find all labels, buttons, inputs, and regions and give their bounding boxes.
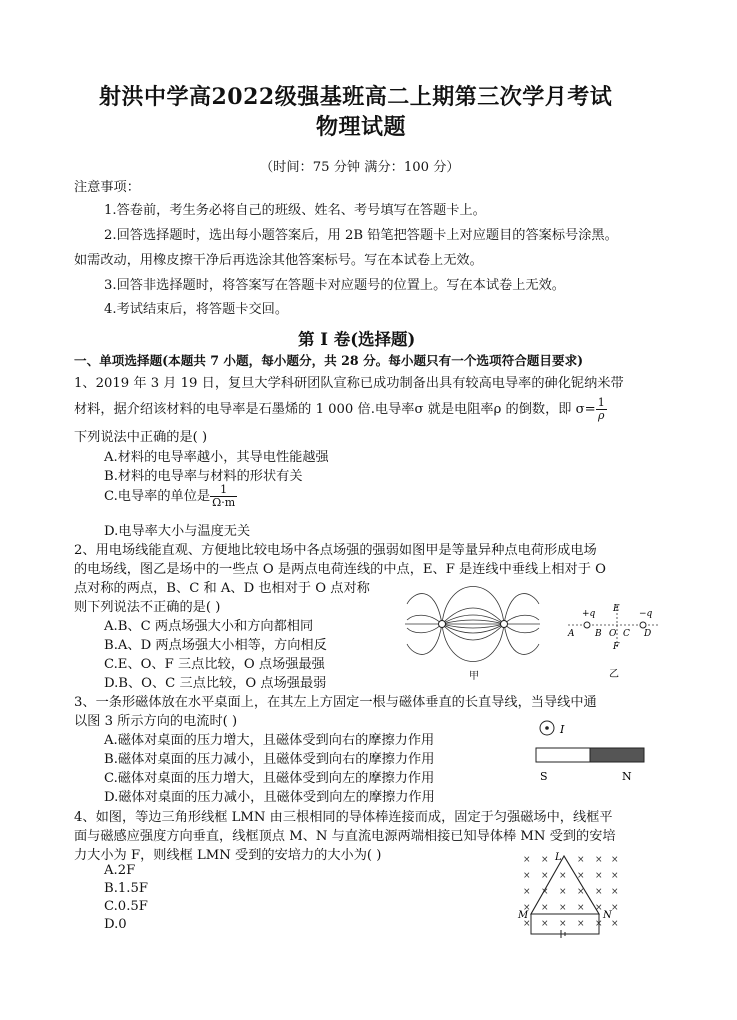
q3-option-b: B.磁体对桌面的压力减小，且磁体受到向右的摩擦力作用 [104, 752, 435, 767]
q3-line1: 3、一条形磁体放在水平桌面上，在其左上方固定一根与磁体垂直的长直导线，当导线中通 [74, 695, 597, 710]
q1-unit-fraction: $\frac{1}{\Omega\cdot m}$ [212, 483, 236, 509]
field-cross-icon: × [595, 903, 603, 913]
fig-jia-label: 甲 [469, 671, 479, 682]
points-figure [560, 600, 670, 680]
field-cross-icon: × [523, 871, 531, 881]
field-lines-figure [405, 582, 540, 682]
q4-option-c: C.0.5F [104, 899, 148, 914]
note-1: 1.答卷前，考生务必将自己的班级、姓名、考号填写在答题卡上。 [104, 203, 486, 218]
label-minus-q: −q [639, 609, 653, 619]
part1-heading: 一、单项选择题(本题共 7 小题，每小题分，共 28 分。每小题只有一个选项符合题目要求) [74, 353, 584, 368]
note-3: 3.回答非选择题时，将答案写在答题卡对应题号的位置上。写在本试卷上无效。 [104, 278, 565, 293]
q1-fraction: $\frac{1}{\rho}$ [597, 396, 605, 422]
q4-option-a: A.2F [104, 863, 136, 878]
label-s: S [540, 770, 548, 783]
field-cross-icon: × [595, 887, 603, 897]
label-a: A [568, 629, 575, 639]
q2-line3: 点对称的两点，B、C 和 A、D 也相对于 O 点对称 [74, 581, 370, 596]
note-4: 4.考试结束后，将答题卡交回。 [104, 302, 289, 317]
label-c: C [623, 629, 630, 639]
field-cross-icon: × [595, 919, 603, 929]
q3-line2: 以图 3 所示方向的电流时( ) [74, 714, 238, 729]
q1-option-c: C.电导率的单位是 $\frac{1}{\Omega\cdot m}$ [104, 483, 236, 509]
field-cross-icon: × [541, 871, 549, 881]
q2-option-a: A.B、C 两点场强大小和方向都相同 [104, 619, 314, 634]
label-o: O [609, 629, 617, 639]
notes-heading: 注意事项： [74, 180, 140, 195]
q4-line2: 面与磁感应强度方向垂直，线框顶点 M、N 与直流电源两端相接已知导体棒 MN 受到的安培 [74, 829, 616, 844]
magnet-s-pole [536, 748, 590, 762]
label-l: L [555, 852, 562, 863]
field-cross-icon: × [541, 887, 549, 897]
label-e: E [613, 604, 620, 614]
field-cross-icon: × [611, 855, 619, 865]
label-f: F [613, 642, 620, 652]
q4-option-d: D.0 [104, 917, 127, 932]
note-2b: 如需改动，用橡皮擦干净后再选涂其他答案标号。写在本试卷上无效。 [74, 253, 483, 268]
field-cross-icon: × [577, 887, 585, 897]
field-cross-icon: × [559, 919, 567, 929]
field-cross-icon: × [577, 903, 585, 913]
field-cross-icon: × [577, 855, 585, 865]
field-cross-icon: × [541, 903, 549, 913]
field-cross-icon: × [523, 903, 531, 913]
section-title: 第 I 卷(选择题) [298, 330, 416, 349]
label-current-i: I [560, 723, 565, 736]
fig-yi-label: 乙 [609, 669, 619, 680]
label-d: D [644, 629, 652, 639]
field-cross-icon: × [595, 855, 603, 865]
q3-option-d: D.磁体对桌面的压力减小，且磁体受到向左的摩擦力作用 [104, 790, 435, 805]
q2-option-c: C.E、O、F 三点比较，O 点场强最强 [104, 657, 325, 672]
field-cross-icon: × [559, 903, 567, 913]
q1-option-d: D.电导率大小与温度无关 [104, 524, 251, 539]
field-cross-icon: × [523, 919, 531, 929]
q1-line2: 材料，据介绍该材料的电导率是石墨烯的 1 000 倍.电导率σ 就是电阻率ρ 的倒数，即 σ= $\frac{1}{\rho}$ [74, 396, 605, 422]
q2-line4: 则下列说法不正确的是( ) [74, 600, 221, 615]
q4-option-b: B.1.5F [104, 881, 149, 896]
label-m: M [518, 910, 529, 921]
q1-line3: 下列说法中正确的是( ) [74, 430, 208, 445]
field-cross-icon: × [577, 919, 585, 929]
q2-option-b: B.A、D 两点场强大小相等，方向相反 [104, 638, 327, 653]
time-info: （时间：75 分钟 满分：100 分） [260, 160, 460, 175]
field-cross-icon: × [611, 871, 619, 881]
q1-line1: 1、2019 年 3 月 19 日，复旦大学科研团队宣称已成功制备出具有较高电导率的砷化铌纳米带 [74, 376, 624, 391]
magnet-n-pole [590, 748, 644, 762]
q1-option-b: B.材料的电导率与材料的形状有关 [104, 469, 303, 484]
label-n: N [603, 910, 612, 921]
q2-option-d: D.B、O、C 三点比较，O 点场强最弱 [104, 676, 327, 691]
magnet-figure [530, 716, 650, 784]
triangle-frame-figure [515, 848, 620, 943]
q1-option-a: A.材料的电导率越小，其导电性能越强 [104, 450, 329, 465]
q2-line1: 2、用电场线能直观、方便地比较电场中各点场强的强弱如图甲是等量异种点电荷形成电场 [74, 543, 597, 558]
field-cross-icon: × [559, 887, 567, 897]
label-n: N [622, 770, 632, 783]
q3-option-a: A.磁体对桌面的压力增大，且磁体受到向右的摩擦力作用 [104, 733, 435, 748]
field-cross-icon: × [611, 919, 619, 929]
q4-line1: 4、如图，等边三角形线框 LMN 由三根相同的导体棒连接而成，固定于匀强磁场中，线框平 [74, 810, 613, 825]
field-cross-icon: × [611, 887, 619, 897]
note-2a: 2.回答选择题时，选出每小题答案后，用 2B 铅笔把答题卡上对应题目的答案标号涂黑。 [104, 228, 618, 243]
field-cross-icon: × [523, 855, 531, 865]
q3-option-c: C.磁体对桌面的压力增大，且磁体受到向左的摩擦力作用 [104, 771, 435, 786]
q4-line3: 力大小为 F，则线框 LMN 受到的安培力的大小为( ) [74, 848, 382, 863]
field-cross-icon: × [595, 871, 603, 881]
field-cross-icon: × [523, 887, 531, 897]
field-cross-icon: × [559, 871, 567, 881]
exam-title: 射洪中学高2022级强基班高二上期第三次学月考试 [99, 84, 613, 110]
field-cross-icon: × [541, 919, 549, 929]
field-cross-icon: × [541, 855, 549, 865]
field-cross-icon: × [611, 903, 619, 913]
field-cross-icon: × [577, 871, 585, 881]
label-b: B [595, 629, 602, 639]
exam-subject: 物理试题 [316, 114, 407, 140]
q2-line2: 的电场线，图乙是场中的一些点 O 是两点电荷连线的中点，E、F 是连线中垂线上相对于 O [74, 562, 606, 577]
label-plus-q: +q [582, 609, 596, 619]
